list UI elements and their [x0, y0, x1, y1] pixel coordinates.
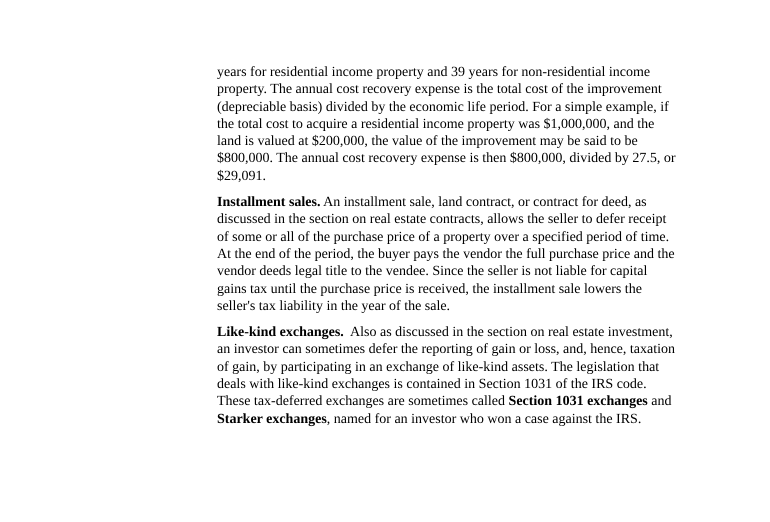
- text-segment: and: [647, 394, 672, 410]
- text-segment: the total cost to acquire a residential income property was $1,000,000, and the: [217, 116, 655, 132]
- text-segment: $800,000. The annual cost recovery expense is then $800,000, divided by 27.5, or: [217, 151, 676, 167]
- text-line: [217, 281, 687, 298]
- text-segment: $29,091.: [217, 168, 266, 184]
- text-line: [217, 359, 687, 376]
- text-line: [217, 298, 687, 315]
- text-segment: , named for an investor who won a case against the IRS.: [326, 411, 642, 427]
- text-segment: of some or all of the purchase price of a property over a specified period of time.: [217, 229, 670, 245]
- text-line: [217, 64, 687, 81]
- text-line: [217, 133, 687, 150]
- text-segment: discussed in the section on real estate contracts, allows the seller to defer receipt: [217, 212, 667, 228]
- document-text: [217, 64, 687, 437]
- text-segment: deals with like-kind exchanges is contained in Section 1031 of the IRS code.: [217, 377, 647, 393]
- paragraph-annual-cost-recovery: [217, 64, 687, 185]
- text-segment: vendor deeds legal title to the vendee. Since the seller is not liable for capital: [217, 264, 648, 280]
- text-line: [217, 324, 687, 341]
- text-line: [217, 229, 687, 246]
- paragraph-installment-sales: [217, 194, 687, 315]
- text-segment: years for residential income property and 39 years for non-residential income: [217, 65, 651, 80]
- text-segment: land is valued at $200,000, the value of the improvement may be said to be: [217, 134, 638, 150]
- text-segment: At the end of the period, the buyer pays the vendor the full purchase price and the: [217, 246, 675, 262]
- text-line: [217, 81, 687, 98]
- text-segment: of gain, by participating in an exchange of like-kind assets. The legislation that: [217, 359, 660, 375]
- text-segment: property. The annual cost recovery expense is the total cost of the improvement: [217, 82, 662, 98]
- text-line: [217, 341, 687, 358]
- bold-text-segment: Like-kind exchanges.: [217, 325, 344, 341]
- text-line: [217, 116, 687, 133]
- text-line: [217, 150, 687, 167]
- text-line: [217, 393, 687, 410]
- text-line: [217, 263, 687, 280]
- bold-text-segment: Starker exchanges: [217, 411, 327, 427]
- paragraph-like-kind-exchanges: [217, 324, 687, 428]
- text-line: [217, 99, 687, 116]
- text-line: [217, 411, 687, 428]
- text-segment: Also as discussed in the section on real estate investment,: [343, 325, 673, 341]
- bold-text-segment: Installment sales.: [217, 195, 321, 211]
- bold-text-segment: Section 1031 exchanges: [508, 394, 648, 410]
- text-segment: seller's tax liability in the year of the sale.: [217, 298, 451, 314]
- text-line: [217, 194, 687, 211]
- text-line: [217, 168, 687, 185]
- text-segment: an investor can sometimes defer the reporting of gain or loss, and, hence, taxation: [217, 342, 675, 358]
- text-segment: An installment sale, land contract, or contract for deed, as: [320, 195, 647, 211]
- text-segment: gains tax until the purchase price is received, the installment sale lowers the: [217, 281, 642, 297]
- text-segment: These tax-deferred exchanges are sometimes called: [217, 394, 509, 410]
- text-segment: (depreciable basis) divided by the economic life period. For a simple example, if: [217, 99, 669, 115]
- text-line: [217, 246, 687, 263]
- text-line: [217, 211, 687, 228]
- text-line: [217, 376, 687, 393]
